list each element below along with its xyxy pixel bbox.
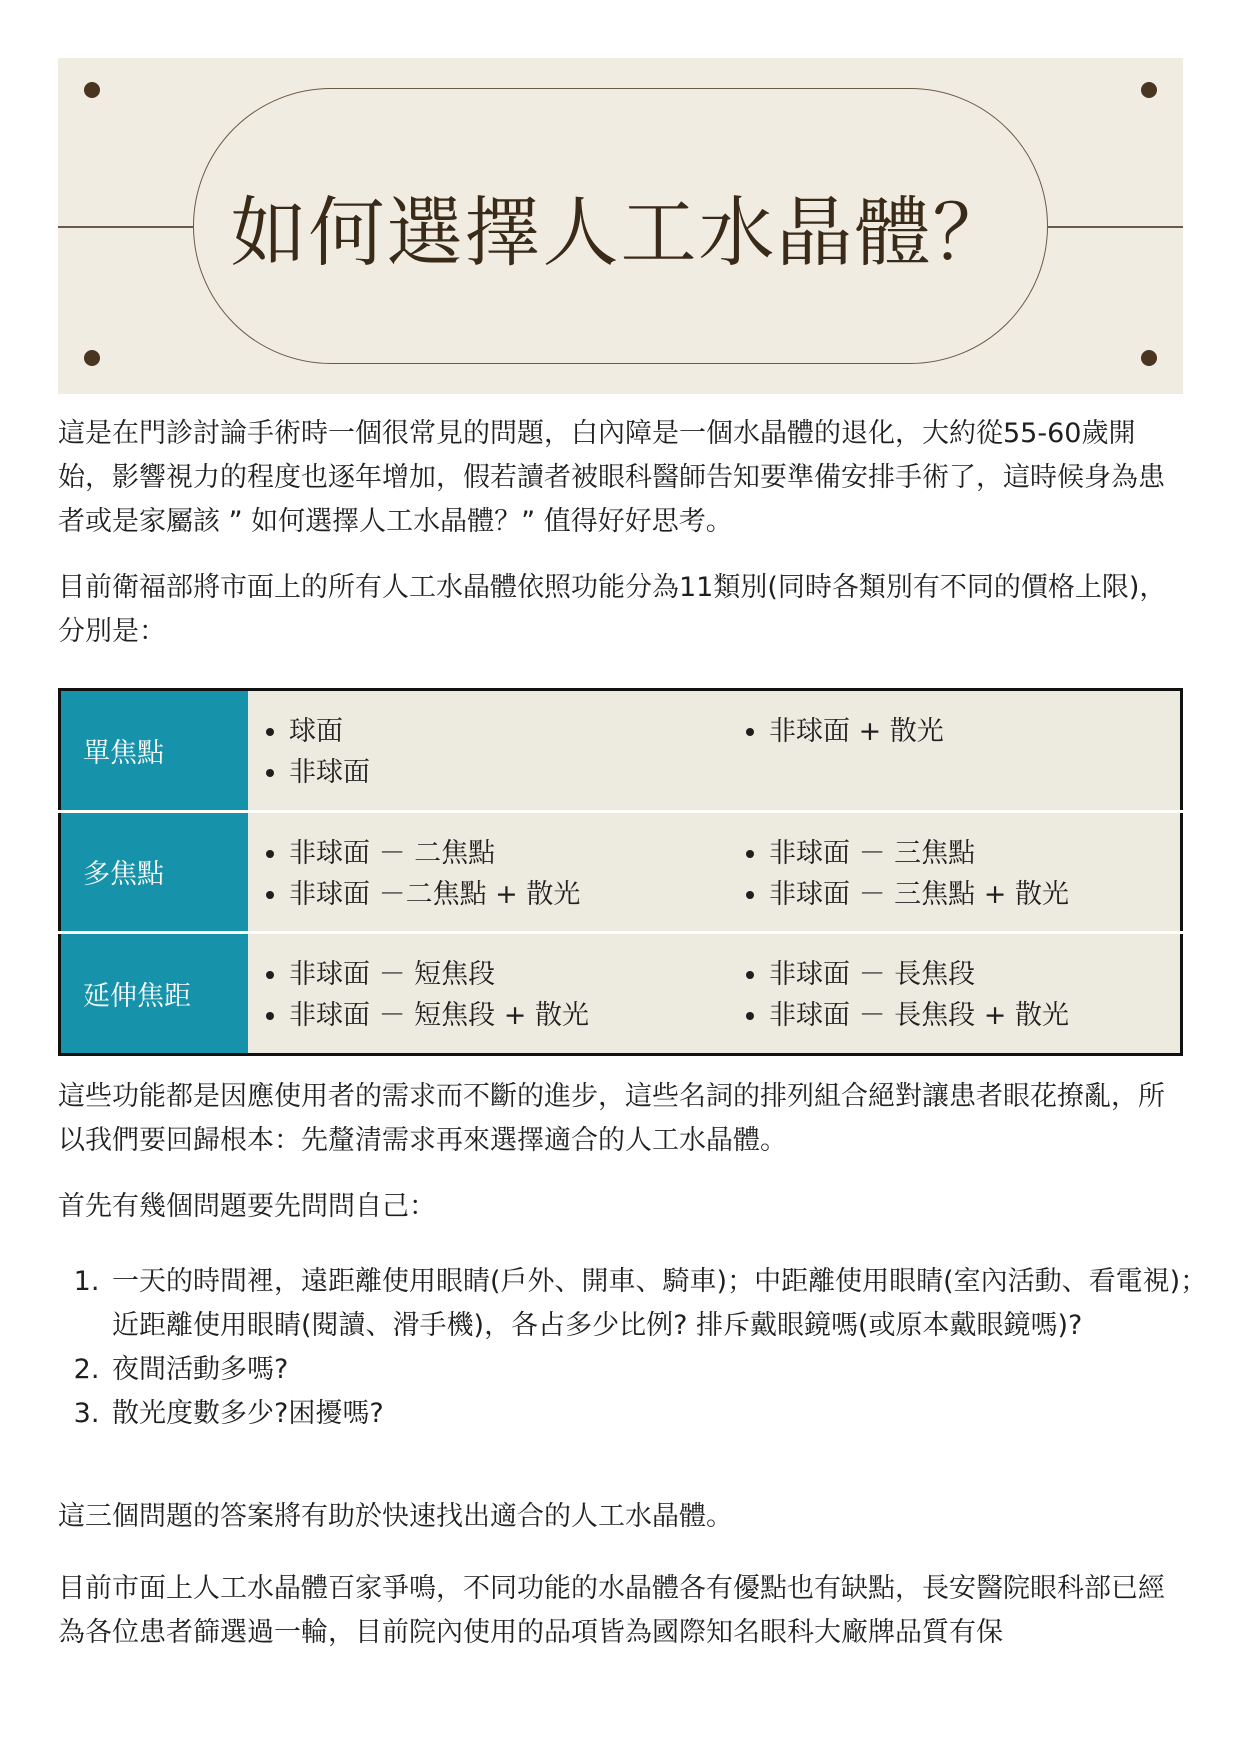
category-cell (248, 811, 728, 933)
table-row (60, 933, 1182, 1055)
lens-category-table (58, 688, 1183, 1056)
list-item: 1. 一天的時間裡，遠距離使用眼睛(戶外、開車、騎車)；中距離使用眼睛(室內活動、看電視)；近距離使用眼睛(閱讀、滑手機)，各占多少比例? 排斥戴眼鏡嗎(或原本戴眼鏡嗎)? (108, 1260, 1233, 1348)
list-item: • 非球面 － 二焦點 (289, 833, 727, 874)
category-name: 延伸焦距 (60, 933, 249, 1055)
list-item: • 非球面 (289, 752, 727, 793)
categories-intro: 目前衛福部將市面上的所有人工水晶體依照功能分為11類別(同時各類別有不同的價格上限)，分別是： (58, 572, 1167, 647)
table-row (60, 690, 1182, 812)
intro-paragraph: 這是在門診討論手術時一個很常見的問題，白內障是一個水晶體的退化，大約從55-60歲開始，影響視力的程度也逐年增加，假若讀者被眼科醫師告知要準備安排手術了，這時候身為患者或是家屬該 ” 如何選擇人工水晶體？” 值得好好思考。 (58, 418, 1165, 537)
list-item: 3. 散光度數多少?困擾嗎? (108, 1392, 1233, 1436)
list-item: • 非球面 － 短焦段 + 散光 (289, 995, 727, 1036)
summary-paragraph: 這三個問題的答案將有助於快速找出適合的人工水晶體。 (58, 1501, 733, 1532)
list-item: • 非球面 － 三焦點 (769, 833, 1179, 874)
category-name: 多焦點 (60, 811, 249, 933)
category-cell (728, 811, 1182, 933)
category-cell (248, 933, 728, 1055)
list-item: • 非球面 － 長焦段 (769, 954, 1179, 995)
category-cell (248, 690, 728, 812)
banner-rule-left (58, 226, 193, 228)
needs-paragraph: 這些功能都是因應使用者的需求而不斷的進步，這些名詞的排列組合絕對讓患者眼花撩亂，所以我們要回歸根本：先釐清需求再來選擇適合的人工水晶體。 (58, 1081, 1165, 1156)
category-cell (728, 690, 1182, 812)
corner-dot-icon (1141, 350, 1157, 366)
banner-rule-right (1048, 226, 1183, 228)
list-item: • 球面 (289, 711, 727, 752)
list-item: • 非球面 － 長焦段 + 散光 (769, 995, 1179, 1036)
list-item: • 非球面 － 三焦點 + 散光 (769, 874, 1179, 915)
closing-paragraph: 目前市面上人工水晶體百家爭鳴，不同功能的水晶體各有優點也有缺點，長安醫院眼科部已經為各位患者篩選過一輪，目前院內使用的品項皆為國際知名眼科大廠牌品質有保 (58, 1573, 1165, 1648)
corner-dot-icon (1141, 82, 1157, 98)
list-item: 2. 夜間活動多嗎? (108, 1348, 1233, 1392)
title-banner (58, 58, 1183, 394)
list-item: • 非球面 + 散光 (769, 711, 1179, 752)
question-list (58, 1260, 1233, 1436)
questions-intro: 首先有幾個問題要先問問自己： (58, 1191, 436, 1222)
table-row (60, 811, 1182, 933)
list-item: • 非球面 － 短焦段 (289, 954, 727, 995)
page-title: 如何選擇人工水晶體？ (230, 187, 1011, 277)
category-cell (728, 933, 1182, 1055)
category-name: 單焦點 (60, 690, 249, 812)
list-item: • 非球面 －二焦點 + 散光 (289, 874, 727, 915)
corner-dot-icon (84, 82, 100, 98)
corner-dot-icon (84, 350, 100, 366)
